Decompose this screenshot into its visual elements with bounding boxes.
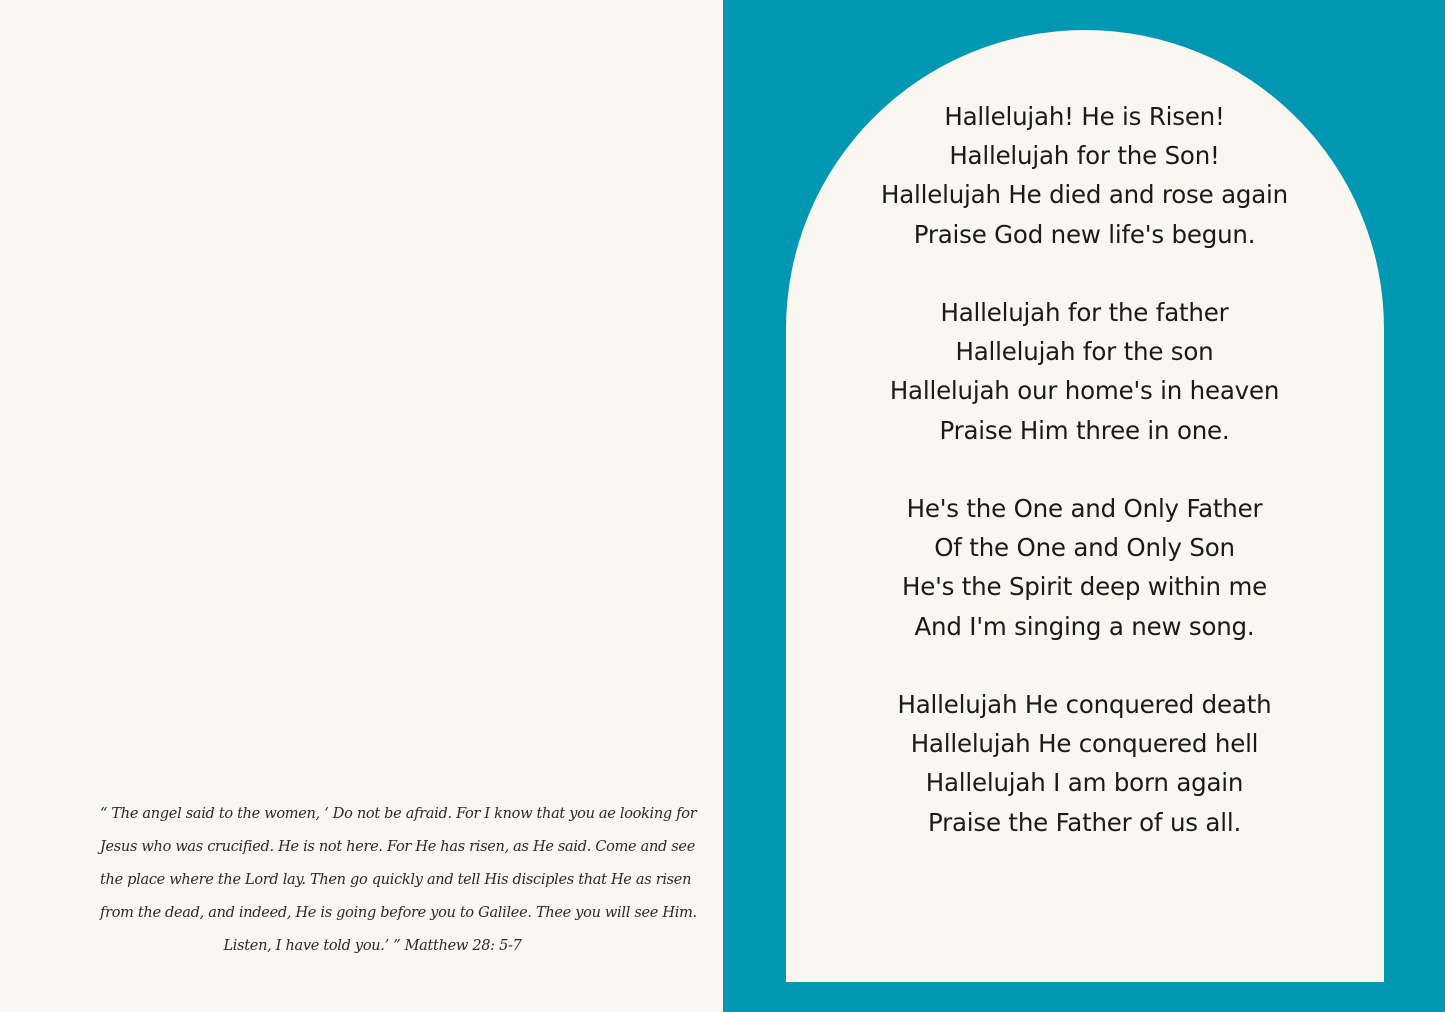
stanza bbox=[723, 685, 1445, 842]
lyric-line: Hallelujah for the Son! bbox=[949, 141, 1220, 171]
lyric-line: Hallelujah He conquered death bbox=[897, 690, 1272, 719]
quote-line: “ The angel said to the women, ‘ Do not be afraid. For I know that you ae looking for bbox=[100, 806, 697, 822]
quote-line: the place where the Lord lay. Then go quickly and tell His disciples that He as risen bbox=[100, 872, 692, 888]
lyric-line: Hallelujah our home's in heaven bbox=[889, 376, 1280, 406]
lyric-line: Hallelujah He conquered hell bbox=[910, 729, 1259, 759]
stanza bbox=[723, 293, 1445, 450]
stanza bbox=[723, 97, 1445, 254]
lyric-line: Praise God new life's begun. bbox=[913, 219, 1256, 249]
scripture-quote bbox=[100, 798, 697, 963]
lyric-line: Hallelujah for the father bbox=[940, 298, 1229, 327]
lyric-line: Hallelujah! He is Risen! bbox=[944, 102, 1225, 131]
right-page bbox=[723, 0, 1445, 1012]
quote-line: Jesus who was crucified. He is not here. For He has risen, as He said. Come and see bbox=[100, 839, 695, 855]
lyric-line: Praise the Father of us all. bbox=[927, 807, 1242, 837]
lyric-line: Praise Him three in one. bbox=[939, 415, 1230, 445]
lyric-line: Hallelujah I am born again bbox=[925, 768, 1244, 798]
lyric-line: Hallelujah for the son bbox=[955, 337, 1214, 367]
quote-line: from the dead, and indeed, He is going before you to Galilee. Thee you will see Him. bbox=[100, 905, 697, 921]
song-lyrics bbox=[723, 97, 1445, 881]
lyric-line: Hallelujah He died and rose again bbox=[881, 180, 1288, 210]
lyric-line: He's the One and Only Father bbox=[906, 494, 1263, 523]
lyric-line: And I'm singing a new song. bbox=[914, 611, 1255, 641]
lyric-line: Of the One and Only Son bbox=[934, 533, 1235, 563]
stanza bbox=[723, 489, 1445, 646]
lyric-line: He's the Spirit deep within me bbox=[901, 572, 1268, 602]
quote-line: Listen, I have told you.’ ” Matthew 28: 5-7 bbox=[223, 938, 522, 954]
